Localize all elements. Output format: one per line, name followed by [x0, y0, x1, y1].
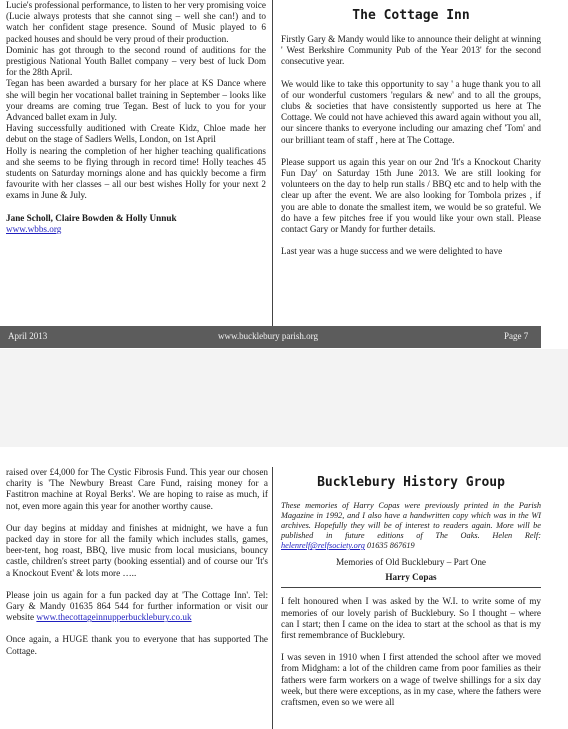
cottage-paragraph-1: Firstly Gary & Mandy would like to announce their delight at winning ' West Berkshire Community Pub of the Year 2013' for the second consecutive year.: [281, 34, 541, 67]
lucie-paragraph: Lucie's professional performance, to listen to her very promising voice (Lucie always protests that she cannot sing – well she can!) and to watch her confident stage presence. Sound of Music played to 6 packed houses and should be very proud of their production.: [6, 0, 266, 44]
newsletter-page-7: [0, 0, 568, 349]
helen-relf-phone: 01635 867619: [366, 541, 415, 550]
cottage-paragraph-2: We would like to take this opportunity to say ' a huge thank you to all of our wonderful customers 'regulars & new' and to all the groups, clubs & societies that have consistently supported us here at The Cottage. We could not have achieved this award again without you all, our sincere thanks to everyone including our amazing chef 'Tom' and our brilliant team of staff , here at The Cottage.: [281, 78, 541, 145]
history-group-heading: Bucklebury History Group: [317, 475, 505, 490]
cottage-continued-paragraph-2: Our day begins at midday and finishes at midnight, we have a fun packed day in store for all the family which includes stalls, games, beer-tent, hog roast, BBQ, live music from local musicians, bouncy castle, children's street party (booking essential) and of course our 'It's a Knockout Event' & lots more …..: [6, 522, 268, 578]
footer-url: www.bucklebury parish.org: [218, 331, 318, 341]
cottage-paragraph-3: Please support us again this year on our 2nd 'It's a Knockout Charity Fun Day' on Saturday 15th June 2013. We are still looking for volunteers on the day to help run stalls / BBQ etc and to help with the clear up after the event. We are also looking for Tombola prizes , if you are able to donate the smallest item, we would be so grateful. We do have a few pitches free if you would like your own stall. Please contact Gary or Mandy for further details.: [281, 156, 541, 235]
tegan-paragraph: Tegan has been awarded a bursary for her place at KS Dance where she will begin her vocational ballet training in September – looks like your dreams are coming true Tegan. Best of luck to you for your Advanced ballet exam in July.: [6, 78, 266, 123]
chloe-paragraph: Having successfully auditioned with Create Kidz, Chloe made her debut on the stage of Sadlers Wells, London, on 1st April: [6, 123, 266, 145]
dominic-paragraph: Dominic has got through to the second round of auditions for the prestigious National Youth Ballet company – very best of luck Dom for the 28th April.: [6, 44, 266, 78]
cottage-inn-heading: The Cottage Inn: [352, 8, 470, 23]
left-column-bottom: [6, 467, 268, 657]
column-divider: [272, 0, 273, 326]
cottage-continued-paragraph-4: Once again, a HUGE thank you to everyone that has supported The Cottage.: [6, 634, 268, 656]
author-name: Harry Copas: [385, 572, 437, 583]
section-divider: [281, 587, 541, 588]
cottage-continued-paragraph-1: raised over £4,000 for The Cystic Fibrosis Fund. This year our chosen charity is 'The Newbury Breast Care Fund, raising money for a Fastitron machine at Royal Berks'. We are hoping to raise as much, if not, even more again this year for another worthy cause.: [6, 467, 268, 511]
page-footer: [0, 326, 541, 348]
memories-subtitle: Memories of Old Bucklebury – Part One: [335, 557, 487, 567]
footer-date: April 2013: [8, 331, 48, 341]
cottage-website-link[interactable]: www.thecottageinnupperbucklebury.co.uk: [36, 612, 192, 623]
right-column-bottom: [281, 467, 541, 708]
history-paragraph-1: I felt honoured when I was asked by the W.I. to write some of my memories of our lovely parish of Bucklebury. So I thought – where can I start; then I came on the idea to start at the school as that is my first remembrance of Bucklebury.: [281, 596, 541, 641]
left-column-top: [6, 0, 266, 235]
helen-relf-email[interactable]: helenrelf@relfsociety.org: [281, 541, 365, 550]
footer-page-number: Page 7: [504, 331, 529, 341]
holly-paragraph: Holly is nearing the completion of her higher teaching qualifications and she seems to be flying through in record time! Holly teaches 45 students on Saturday mornings alone and has quickly become a firm favourite with her classes – all our best wishes Holly for your next 2 exams in June & July.: [6, 145, 266, 201]
wbbs-link[interactable]: www.wbbs.org: [6, 223, 62, 234]
cottage-continued-paragraph-3: Please join us again for a fun packed day at 'The Cottage Inn'. Tel: Gary & Mandy 01635 864 544 for further information or visit our website: [6, 589, 268, 623]
history-intro: These memories of Harry Copas were previously printed in the Parish Magazine in 1992, and I also have a handwritten copy which was in the WI archives. Hopefully they will be of interest to readers again. More will be published in future editions of The Oaks. Helen Relf:: [281, 501, 541, 540]
column-divider-bottom: [272, 467, 273, 729]
right-column-top: [281, 0, 541, 257]
page-gap: [0, 349, 568, 447]
cottage-paragraph-4: Last year was a huge success and we were delighted to have: [281, 246, 503, 257]
newsletter-page-8: [0, 447, 568, 729]
signature: Jane Scholl, Claire Bowden & Holly Unnuk: [6, 212, 177, 223]
history-paragraph-2: I was seven in 1910 when I first attended the school after we moved from Midgham: a lot of the children came from poor families as their fathers were farm workers on a wage of twelve shillings for a six day week, but there were exceptions, as in my case, where the fathers were craftsmen, even so we were all: [281, 652, 541, 708]
